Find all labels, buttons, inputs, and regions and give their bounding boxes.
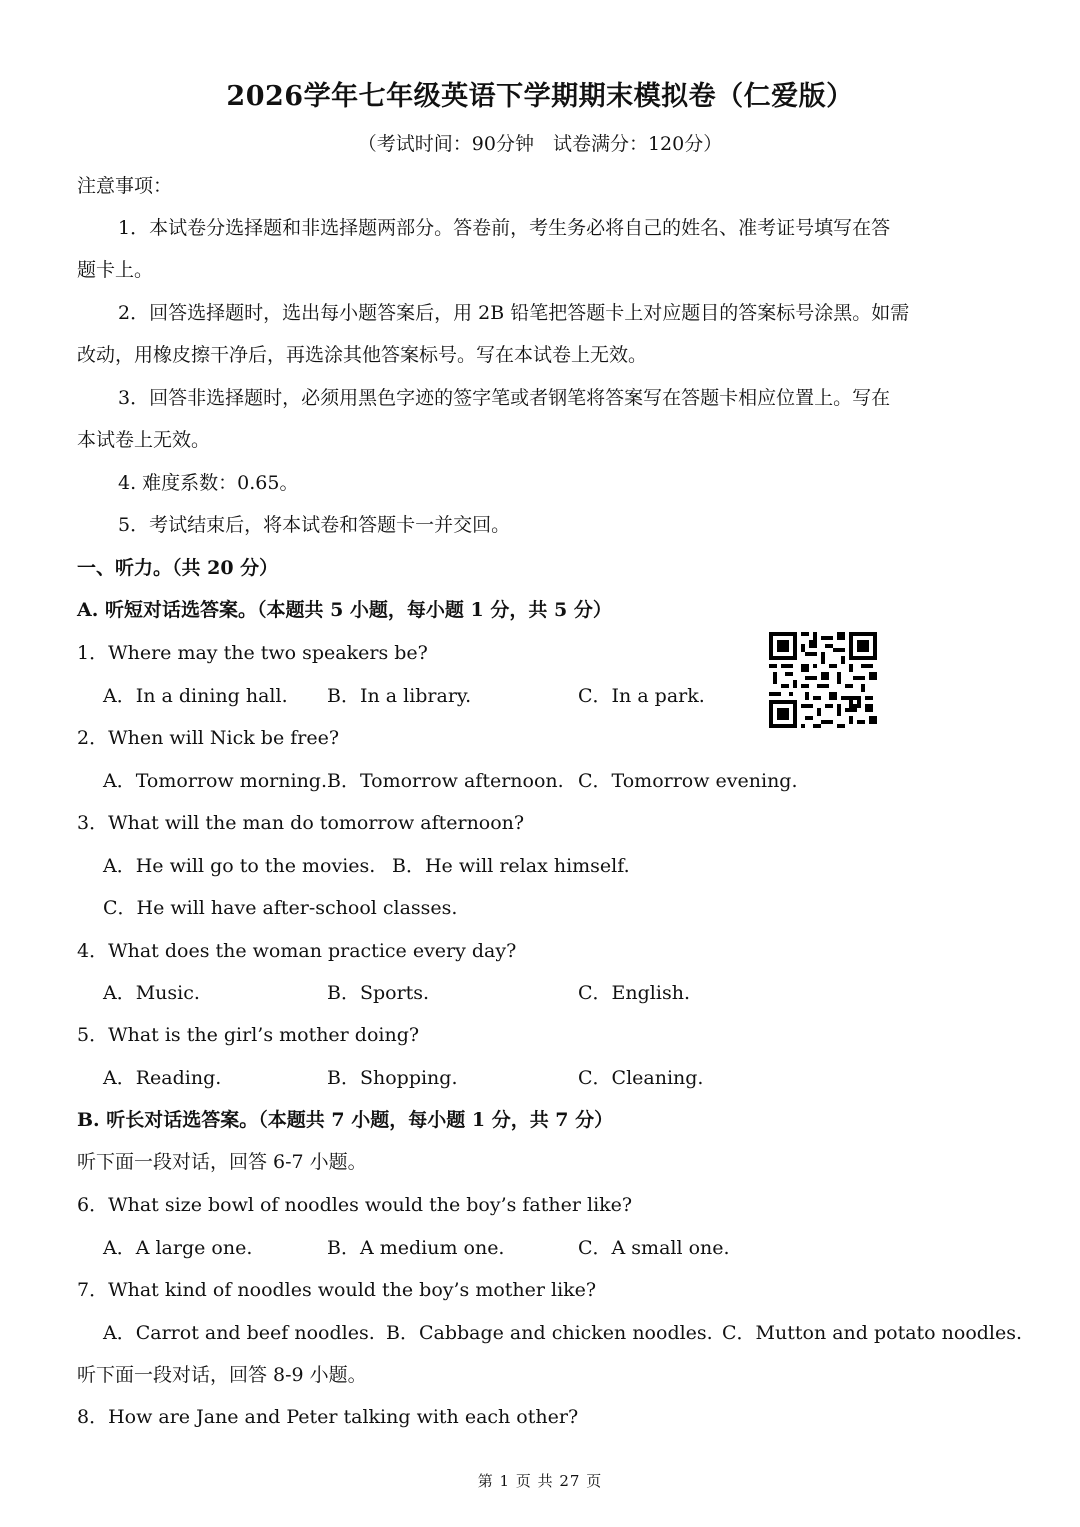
note-line: 5．考试结束后，将本试卷和答题卡一并交回。: [118, 514, 511, 536]
option-b: B．Tomorrow afternoon.: [327, 770, 564, 792]
dialog-instruction: 听下面一段对话，回答 8-9 小题。: [77, 1364, 367, 1386]
note-line: 题卡上。: [77, 259, 154, 281]
option-c: C．In a park.: [578, 685, 705, 707]
option-b: B．In a library.: [327, 685, 472, 707]
question-stem: 2．When will Nick be free?: [77, 727, 340, 749]
option-c: C．He will have after-school classes.: [103, 897, 458, 919]
option-b: B．A medium one.: [327, 1237, 505, 1259]
notes-heading: 注意事项：: [77, 175, 173, 197]
option-b: B．Shopping.: [327, 1067, 458, 1089]
option-c: C．Tomorrow evening.: [578, 770, 798, 792]
question-stem: 6．What size bowl of noodles would the boy’s father like?: [77, 1194, 633, 1216]
question-stem: 4．What does the woman practice every day?: [77, 940, 517, 962]
question-stem: 7．What kind of noodles would the boy’s mother like?: [77, 1279, 597, 1301]
question-stem: 1．Where may the two speakers be?: [77, 642, 428, 664]
note-line: 1．本试卷分选择题和非选择题两部分。答卷前，考生务必将自己的姓名、准考证号填写在答: [118, 217, 891, 239]
option-b: B．Cabbage and chicken noodles.: [386, 1322, 713, 1344]
option-a: A．Music.: [103, 982, 200, 1004]
exam-title: 2026学年七年级英语下学期期末模拟卷（仁爱版）: [226, 81, 854, 112]
section-heading: 一、听力。（共 20 分）: [77, 557, 279, 579]
part-heading: B. 听长对话选答案。（本题共 7 小题，每小题 1 分，共 7 分）: [77, 1109, 614, 1131]
option-a: A．A large one.: [103, 1237, 253, 1259]
qr-code-image: [769, 632, 877, 728]
page-footer: 第 1 页 共 27 页: [477, 1472, 603, 1490]
option-b: B．He will relax himself.: [392, 855, 630, 877]
option-a: A．Carrot and beef noodles.: [103, 1322, 375, 1344]
option-a: A．He will go to the movies.: [103, 855, 376, 877]
note-line: 本试卷上无效。: [77, 429, 211, 451]
option-c: C．A small one.: [578, 1237, 730, 1259]
option-a: A．Reading.: [103, 1067, 222, 1089]
note-line: 改动，用橡皮擦干净后，再选涂其他答案标号。写在本试卷上无效。: [77, 344, 648, 366]
option-c: C．Cleaning.: [578, 1067, 704, 1089]
question-stem: 3．What will the man do tomorrow afternoon?: [77, 812, 525, 834]
option-c: C．English.: [578, 982, 690, 1004]
note-line: 4. 难度系数：0.65。: [118, 472, 299, 494]
option-a: A．In a dining hall.: [103, 685, 288, 707]
exam-subtitle: （考试时间：90分钟 试卷满分：120分）: [357, 133, 723, 155]
part-heading: A. 听短对话选答案。（本题共 5 小题，每小题 1 分，共 5 分）: [77, 599, 612, 621]
note-line: 2．回答选择题时，选出每小题答案后，用 2B 铅笔把答题卡上对应题目的答案标号涂黑。如需: [118, 302, 910, 324]
dialog-instruction: 听下面一段对话，回答 6-7 小题。: [77, 1151, 367, 1173]
question-stem: 8．How are Jane and Peter talking with each other?: [77, 1406, 579, 1428]
option-b: B．Sports.: [327, 982, 430, 1004]
option-c: C．Mutton and potato noodles.: [722, 1322, 1023, 1344]
question-stem: 5．What is the girl’s mother doing?: [77, 1024, 420, 1046]
option-a: A．Tomorrow morning.: [103, 770, 328, 792]
note-line: 3．回答非选择题时，必须用黑色字迹的签字笔或者钢笔将答案写在答题卡相应位置上。写在: [118, 387, 891, 409]
